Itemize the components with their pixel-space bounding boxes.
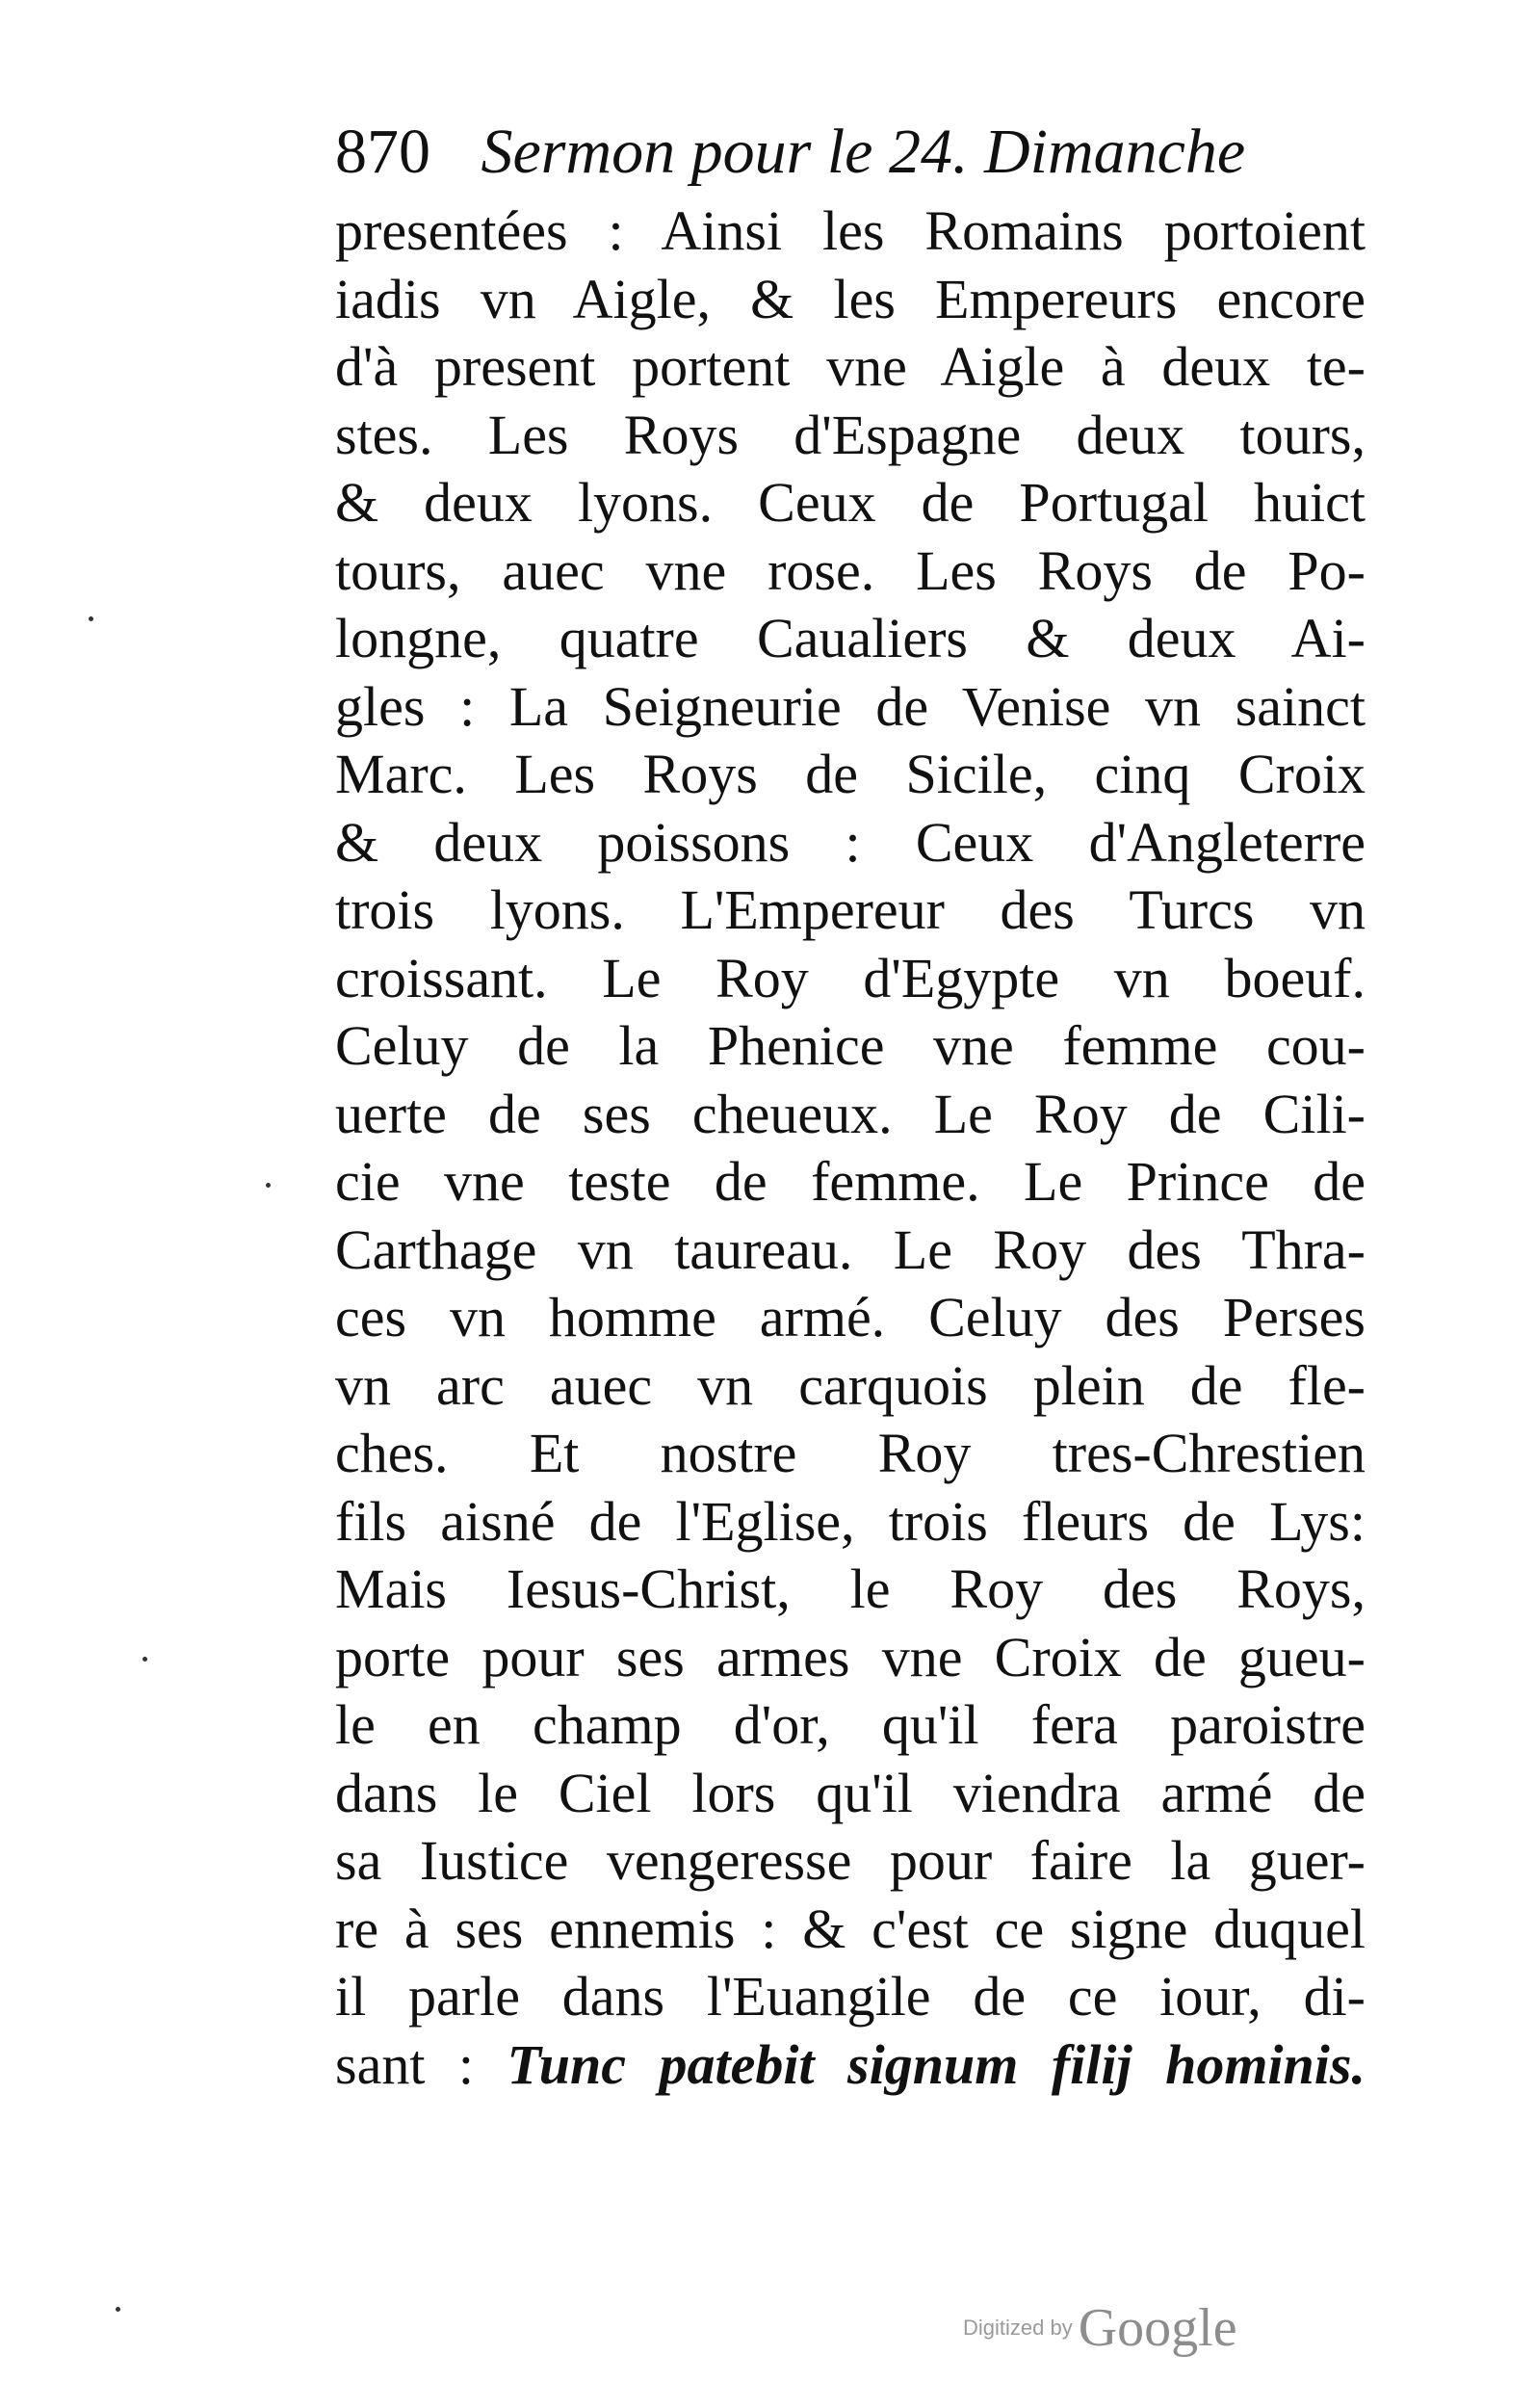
text-line: dans le Ciel lors qu'il viendra armé de	[335, 1761, 1366, 1824]
text-line: sa Iustice vengeresse pour faire la guer-	[335, 1829, 1366, 1892]
text-line: porte pour ses armes vne Croix de gueu-	[335, 1625, 1366, 1688]
text-line: fils aisné de l'Eglise, trois fleurs de Lys:	[335, 1489, 1366, 1553]
text-line: Marc. Les Roys de Sicile, cinq Croix	[335, 743, 1366, 805]
text-line: iadis vn Aigle, & les Empereurs encore	[335, 267, 1366, 330]
text-line: croissant. Le Roy d'Egypte vn boeuf.	[335, 946, 1366, 1009]
text-line: cie vne teste de femme. Le Prince de	[335, 1150, 1366, 1213]
text-line: & deux lyons. Ceux de Portugal huict	[335, 471, 1366, 534]
text-line: stes. Les Roys d'Espagne deux tours,	[335, 403, 1366, 466]
text-line: vn arc auec vn carquois plein de fle-	[335, 1353, 1366, 1417]
ink-speck	[143, 1657, 147, 1662]
ink-speck	[266, 1183, 271, 1188]
text-line: & deux poissons : Ceux d'Angleterre	[335, 810, 1366, 874]
text-line: Celuy de la Phenice vne femme cou-	[335, 1014, 1366, 1077]
text-line: Carthage vn taureau. Le Roy des Thra-	[335, 1217, 1366, 1281]
page-header	[335, 114, 1337, 191]
last-line-prefix: sant :	[335, 2032, 475, 2096]
text-line: presentées : Ainsi les Romains portoient	[335, 199, 1366, 262]
text-line: longne, quatre Caualiers & deux Ai-	[335, 607, 1366, 669]
ink-speck	[89, 616, 93, 621]
text-line: Mais Iesus-Christ, le Roy des Roys,	[335, 1557, 1366, 1620]
text-line: d'à present portent vne Aigle à deux te-	[335, 335, 1366, 398]
text-line: ces vn homme armé. Celuy des Perses	[335, 1286, 1366, 1348]
text-line: re à ses ennemis : & c'est ce signe duquel	[335, 1897, 1366, 1960]
text-line-last	[335, 2031, 1366, 2100]
text-line: gles : La Seigneurie de Venise vn sainct	[335, 674, 1366, 738]
text-line: ches. Et nostre Roy tres-Chrestien	[335, 1422, 1366, 1484]
text-line: uerte de ses cheueux. Le Roy de Cili-	[335, 1082, 1366, 1145]
page-number: 870	[335, 117, 430, 187]
text-line: il parle dans l'Euangile de ce iour, di-	[335, 1965, 1366, 2028]
running-title: Sermon pour le 24. Dimanche	[481, 117, 1246, 187]
text-line: le en champ d'or, qu'il fera paroistre	[335, 1693, 1366, 1756]
ink-speck	[116, 2307, 120, 2312]
digitization-credit	[963, 2297, 1290, 2358]
latin-quotation: Tunc patebit signum filij hominis.	[507, 2032, 1366, 2096]
text-line: trois lyons. L'Empereur des Turcs vn	[335, 878, 1366, 941]
digitized-label: Digitized by	[963, 2316, 1073, 2340]
body-text	[335, 197, 1366, 2099]
text-line: tours, auec vne rose. Les Roys de Po-	[335, 538, 1366, 602]
google-logo: Google	[1078, 2298, 1237, 2358]
